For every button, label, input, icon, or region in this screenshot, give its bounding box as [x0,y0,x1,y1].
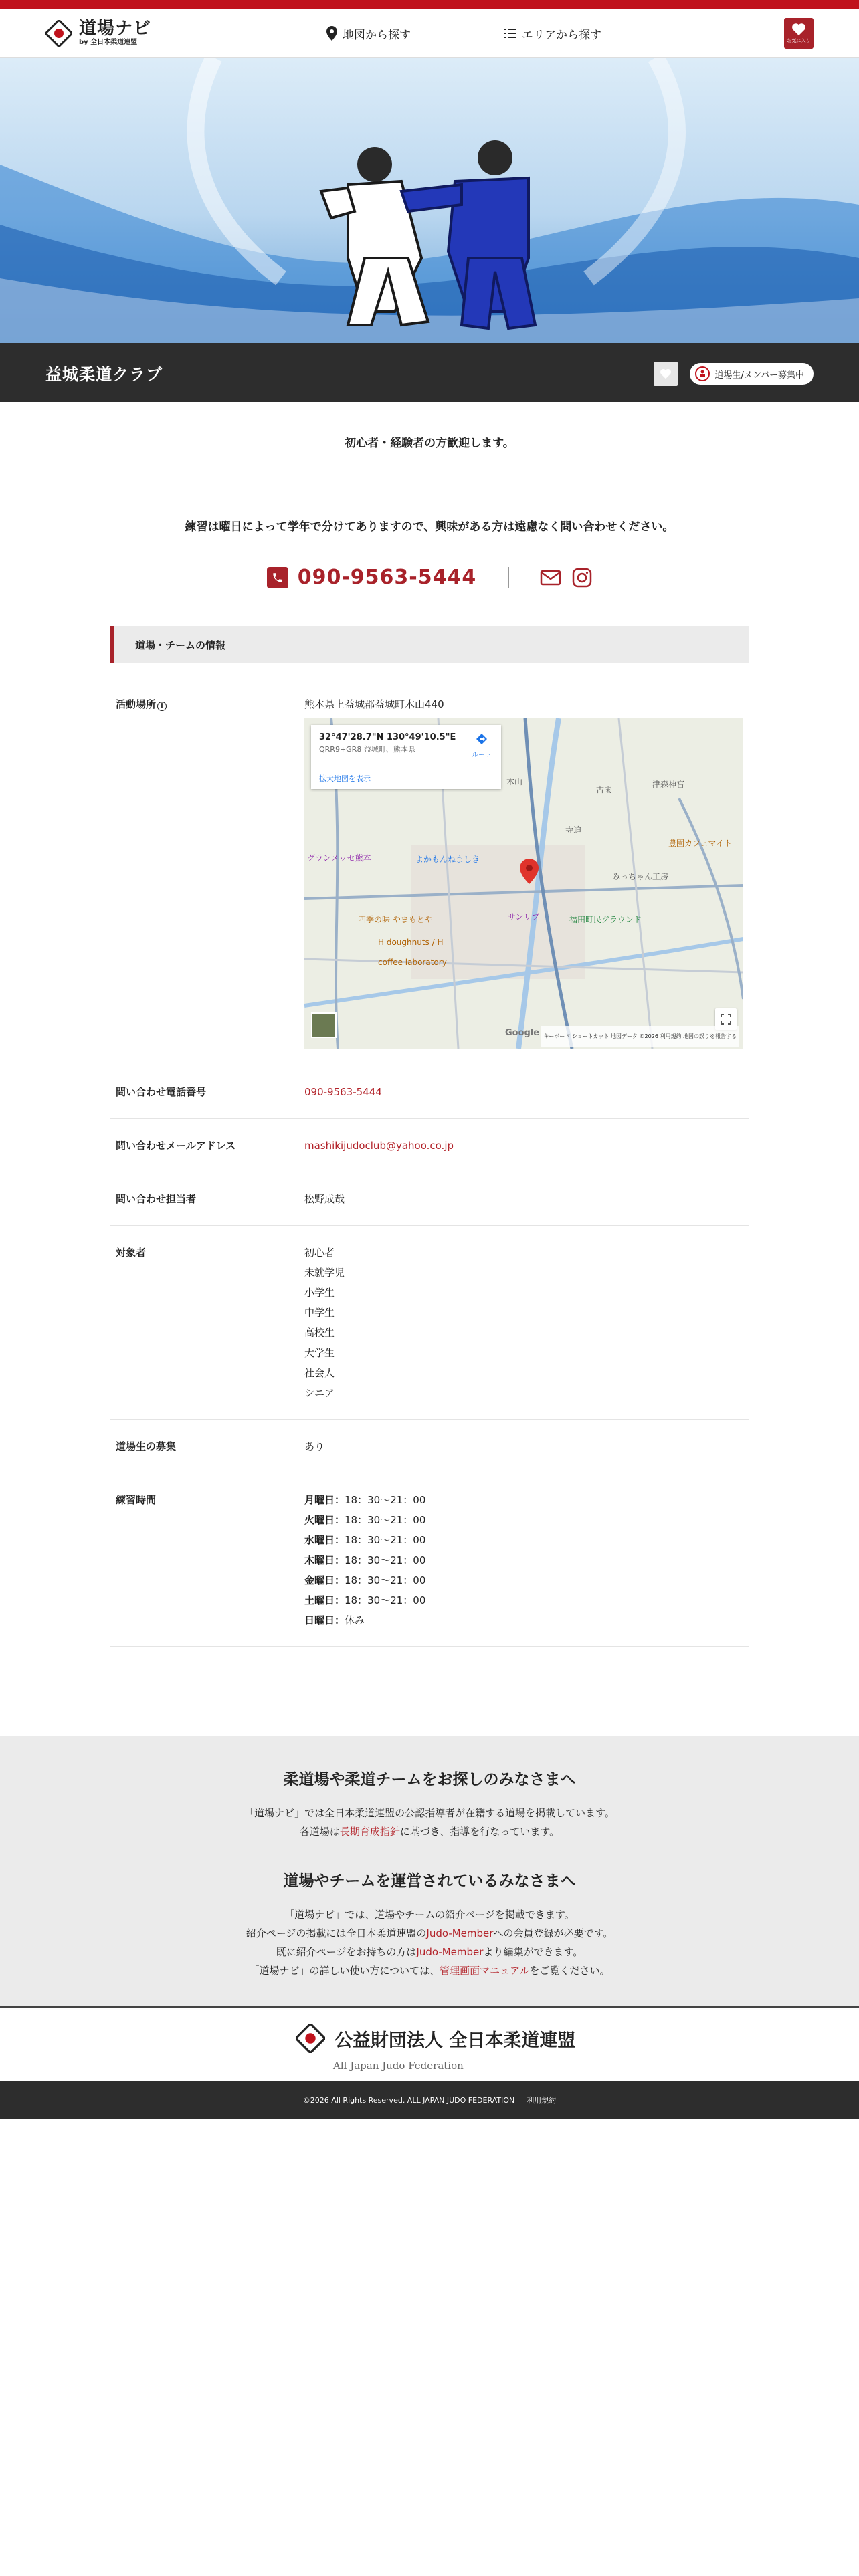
footer-info [0,1736,859,2006]
federation-name-en: All Japan Judo Federation [333,2060,464,2072]
top-accent-bar [0,0,859,9]
route-button[interactable]: ルート [472,733,492,762]
copyright-text: ©2026 All Rights Reserved. ALL JAPAN JUDO FEDERATION [302,2095,515,2105]
map-place-label: 福田町民グラウンド [569,915,642,924]
location-label: 活動場所 i [110,694,304,1049]
contact-bar [0,566,859,589]
recruit-badge-label: 道場生/メンバー募集中 [714,370,804,381]
contact-person: 松野成哉 [304,1193,345,1205]
intro-text-1: 初心者・経験者の方歓迎します。 [345,437,514,450]
map-place-label: 古閑 [596,785,613,794]
info-icon[interactable]: i [157,702,167,711]
info-row-contact-person [110,1172,749,1226]
footer-text: 「道場ナビ」では、道場やチームの紹介ページを掲載できます。 [284,1909,575,1921]
map-marker-icon[interactable] [520,859,539,884]
info-row-recruit [110,1420,749,1473]
judo-person-icon [695,366,710,381]
mail-icon[interactable] [540,570,561,586]
info-row-location [110,683,749,1065]
target-label: 対象者 [116,1247,147,1259]
nav-map-search[interactable] [326,25,411,42]
heart-icon [791,23,806,36]
map-place-label: H doughnuts / H coffee laboratory [378,938,447,967]
terms-link[interactable]: 利用規約 [527,2096,557,2105]
schedule-label: 練習時間 [116,1494,157,1506]
info-row-email [110,1119,749,1172]
nav-map-label: 地図から探す [343,28,411,42]
phone-label: 問い合わせ電話番号 [116,1086,207,1098]
schedule-item: 土曜日：18：30〜21：00 [304,1594,426,1606]
footer-text: 既に紹介ページをお持ちの方はJudo-Memberより編集ができます。 [276,1946,583,1958]
judo-member-link[interactable]: Judo-Member [416,1946,484,1958]
guideline-link[interactable]: 長期育成指針 [339,1826,400,1838]
address: 熊本県上益城郡益城町木山440 [304,698,444,710]
target-item: 初心者 [304,1247,335,1259]
target-item: 小学生 [304,1287,335,1299]
main-nav [326,9,601,58]
schedule-item: 日曜日：休み [304,1614,365,1626]
map-attribution: キーボード ショートカット 地図データ ©2026 利用規約 地図の誤りを報告する [541,1026,739,1047]
phone-link-text[interactable]: 090-9563-5444 [304,1086,382,1098]
email-link[interactable]: mashikijudoclub@yahoo.co.jp [304,1140,454,1152]
club-titlebar [0,343,859,402]
logo-mark-icon [45,20,72,47]
info-row-target [110,1226,749,1420]
map-info-card [311,725,501,789]
map-plus-code: QRR9+GR8 益城町、熊本県 [319,745,415,754]
map-place-label: 木山 [506,777,523,786]
schedule-item: 金曜日：18：30〜21：00 [304,1574,426,1586]
schedule-item: 火曜日：18：30〜21：00 [304,1514,426,1526]
manual-link[interactable]: 管理画面マニュアル [440,1965,530,1977]
map-place-label: 豊園カフェマイト [668,839,733,848]
footer-text: 各道場は長期育成指針に基づき、指導を行なっています。 [299,1826,560,1838]
site-header [0,9,859,58]
intro-text-2: 練習は曜日によって学年で分けてありますので、興味がある方は遠慮なく問い合わせください。 [185,520,674,534]
hero-banner [0,58,859,343]
phone-icon [267,567,288,588]
map-coordinates: 32°47'28.7"N 130°49'10.5"E [319,732,456,742]
email-label: 問い合わせメールアドレス [116,1140,236,1152]
federation-logo-icon [296,2024,325,2053]
satellite-toggle[interactable] [311,1012,337,1038]
federation-name: 公益財団法人 全日本柔道連盟 [335,2030,576,2051]
nav-area-search[interactable] [504,25,601,42]
federation-banner[interactable] [0,2006,859,2081]
judo-member-link[interactable]: Judo-Member [426,1927,494,1939]
site-logo[interactable] [45,20,151,47]
directions-icon [476,733,488,745]
map-place-label: 津森神宮 [652,780,685,789]
map-place-label: 四季の味 やまもとや [358,915,433,924]
map-place-label: サンリブ [508,912,540,922]
google-logo: Google [505,1028,540,1038]
fullscreen-icon [721,1014,731,1025]
map-place-label: よかもんねましき [415,855,480,864]
section-title: 道場・チームの情報 [110,626,749,663]
contact-person-label: 問い合わせ担当者 [116,1193,197,1205]
map-pin-icon [326,26,337,41]
copyright-bar [0,2081,859,2119]
footer-text: 「道場ナビ」では全日本柔道連盟の公認指導者が在籍する道場を掲載しています。 [244,1807,615,1819]
nav-area-label: エリアから探す [522,28,601,42]
target-item: シニア [304,1387,335,1399]
phone-link[interactable] [267,566,477,589]
larger-map-link[interactable]: 拡大地図を表示 [319,774,371,783]
recruit-badge [690,363,814,385]
logo-subtitle: by 全日本柔道連盟 [79,39,138,46]
recruit-value: あり [304,1440,325,1453]
list-icon [504,29,516,38]
favorites-label: お気に入り [787,38,811,43]
judo-illustration [0,58,859,343]
add-favorite-button[interactable] [654,362,678,386]
heart-outline-icon [660,368,672,379]
footer-heading-operators: 道場やチームを運営されているみなさまへ [283,1872,576,1890]
map-place-label: グランメッセ熊本 [307,853,371,863]
target-item: 中学生 [304,1307,335,1319]
footer-text: 「道場ナビ」の詳しい使い方については、管理画面マニュアルをご覧ください。 [249,1965,610,1977]
favorites-button[interactable] [784,18,814,49]
info-row-schedule [110,1473,749,1647]
phone-number: 090-9563-5444 [297,566,477,589]
club-name: 益城柔道クラブ [45,364,163,384]
target-item: 高校生 [304,1327,335,1339]
target-item: 大学生 [304,1347,335,1359]
footer-heading-seekers: 柔道場や柔道チームをお探しのみなさまへ [283,1771,576,1788]
instagram-icon[interactable] [572,568,592,588]
target-item: 社会人 [304,1367,335,1379]
map-place-label: みっちゃん工房 [612,872,669,881]
info-row-phone [110,1065,749,1119]
logo-title: 道場ナビ [79,19,152,39]
info-table [110,683,749,1647]
map-place-label: 寺迫 [565,825,582,835]
schedule-item: 月曜日：18：30〜21：00 [304,1494,426,1506]
recruit-label: 道場生の募集 [116,1440,177,1453]
embedded-map[interactable] [304,718,743,1049]
target-item: 未就学児 [304,1267,345,1279]
schedule-item: 水曜日：18：30〜21：00 [304,1534,426,1546]
contact-divider [508,567,509,588]
footer-text: 紹介ページの掲載には全日本柔道連盟のJudo-Memberへの会員登録が必要です。 [246,1927,613,1939]
schedule-item: 木曜日：18：30〜21：00 [304,1554,426,1566]
